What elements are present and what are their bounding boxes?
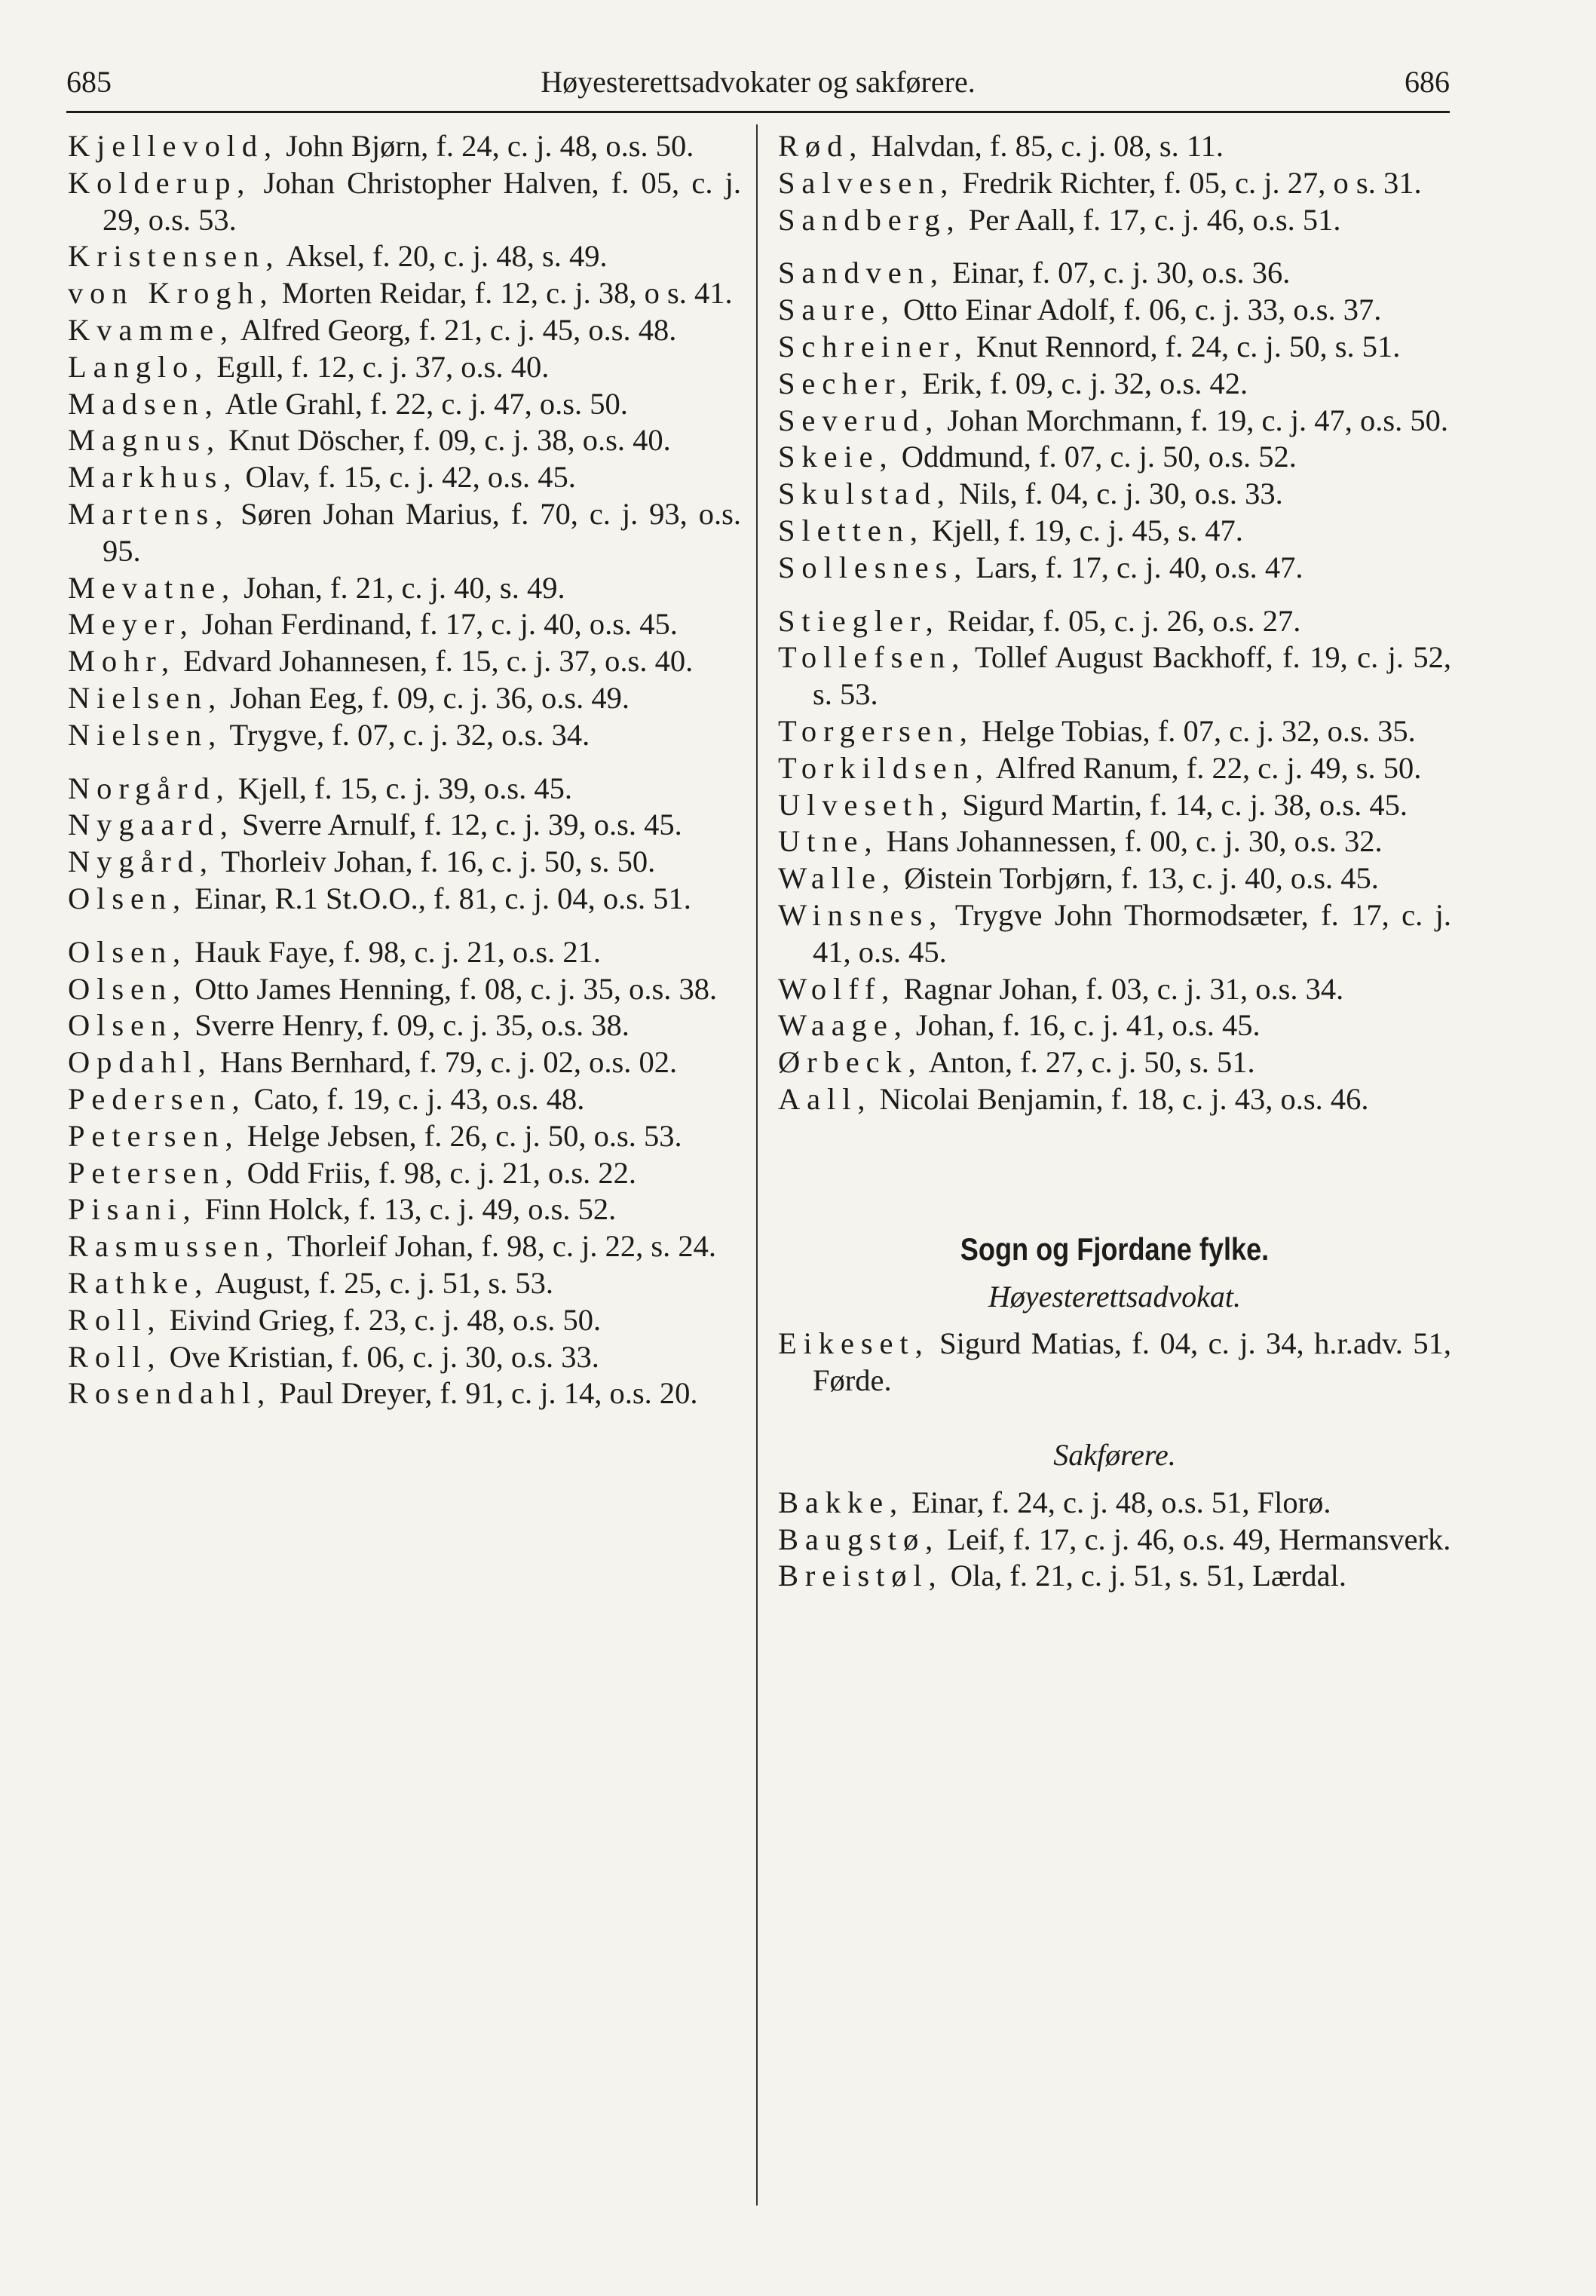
sak-heading: Sakførere.	[1053, 1437, 1176, 1472]
entry-details: Trygve John Thormodsæter, f. 17, c. j. 41, o.s. 45.	[813, 897, 1451, 969]
entry-surname: Waage,	[778, 1008, 908, 1043]
entry-details: Morten Reidar, f. 12, c. j. 38, o s. 41.	[274, 276, 733, 311]
entry-surname: Petersen,	[68, 1155, 240, 1190]
entry-details: Ragnar Johan, f. 03, c. j. 31, o.s. 34.	[896, 971, 1344, 1006]
directory-entry	[778, 366, 1451, 403]
entry-surname: Nygård,	[68, 845, 214, 879]
entry-details: Øistein Torbjørn, f. 13, c. j. 40, o.s. 45.	[896, 861, 1379, 896]
entry-details: Søren Johan Marius, f. 70, c. j. 93, o.s. 95.	[103, 496, 741, 568]
entry-surname: Roll,	[68, 1339, 162, 1374]
directory-entry	[68, 422, 741, 459]
entry-surname: Torgersen,	[778, 713, 974, 748]
directory-entry	[778, 713, 1451, 750]
directory-entry	[68, 971, 741, 1008]
directory-entry	[68, 717, 741, 754]
directory-entry	[68, 275, 741, 312]
page-title: Høyesterettsadvokater og sakførere.	[541, 65, 976, 99]
entry-surname: Meyer,	[68, 607, 195, 642]
entry-surname: Sandven,	[778, 256, 945, 290]
directory-entry	[778, 128, 1451, 165]
entry-details: Johan, f. 21, c. j. 40, s. 49.	[236, 570, 565, 605]
entry-details: Cato, f. 19, c. j. 43, o.s. 48.	[246, 1081, 585, 1116]
entry-details: Hans Johannessen, f. 00, c. j. 30, o.s. 32.	[878, 824, 1383, 859]
entry-surname: Kjellevold,	[68, 129, 279, 163]
entry-details: Helge Tobias, f. 07, c. j. 32, o.s. 35.	[973, 713, 1416, 748]
directory-entry	[778, 329, 1451, 366]
page-header	[66, 64, 1450, 109]
entry-details: Johan Ferdinand, f. 17, c. j. 40, o.s. 45.	[194, 607, 678, 642]
directory-entry	[68, 1044, 741, 1081]
entry-details: Alfred Ranum, f. 22, c. j. 49, s. 50.	[989, 750, 1422, 785]
entry-details: Oddmund, f. 07, c. j. 50, o.s. 52.	[893, 440, 1297, 474]
directory-entry	[68, 1191, 741, 1228]
entry-surname: Norgård,	[68, 771, 231, 805]
entry-details: Odd Friis, f. 98, c. j. 21, o.s. 22.	[239, 1155, 637, 1190]
entry-surname: Sollesnes,	[778, 550, 969, 584]
entry-surname: Madsen,	[68, 386, 219, 421]
entry-surname: Opdahl,	[68, 1045, 213, 1080]
entry-details: Edvard Johannesen, f. 15, c. j. 37, o.s. 40.	[176, 644, 694, 679]
entry-surname: Eikeset,	[778, 1326, 930, 1361]
entry-surname: Nielsen,	[68, 717, 223, 752]
entry-surname: Mohr,	[68, 644, 176, 679]
entry-surname: Wolff,	[778, 971, 896, 1006]
entry-surname: Baugstø,	[778, 1522, 940, 1556]
entry-details: Einar, R.1 St.O.O., f. 81, c. j. 04, o.s. 51.	[187, 881, 691, 915]
entry-surname: Breistøl,	[778, 1559, 943, 1593]
directory-entry	[778, 165, 1451, 202]
entry-surname: Ulveseth,	[778, 787, 955, 822]
directory-entry	[778, 202, 1451, 239]
right-entry-list	[778, 128, 1451, 1118]
entry-details: Per Aall, f. 17, c. j. 46, o.s. 51.	[960, 202, 1341, 237]
entry-surname: Kvamme,	[68, 312, 234, 347]
entry-surname: Ørbeck,	[778, 1045, 923, 1080]
entry-details: Thorleiv Johan, f. 16, c. j. 50, s. 50.	[213, 845, 656, 879]
directory-entry	[68, 1375, 741, 1412]
entry-details: Sverre Arnulf, f. 12, c. j. 39, o.s. 45.	[234, 808, 682, 842]
directory-entry	[68, 238, 741, 275]
entry-details: Ove Kristian, f. 06, c. j. 30, o.s. 33.	[161, 1339, 599, 1374]
entry-surname: Aall,	[778, 1081, 872, 1116]
page-number-right: 686	[1405, 65, 1450, 99]
entry-surname: von Krogh,	[68, 276, 274, 311]
entry-details: Tollef August Backhoff, f. 19, c. j. 52, s. 53.	[813, 640, 1451, 712]
directory-entry	[68, 312, 741, 349]
entry-surname: Magnus,	[68, 423, 221, 458]
directory-entry	[778, 897, 1451, 971]
directory-entry	[68, 1081, 741, 1118]
directory-entry	[68, 807, 741, 844]
entry-details: Sverre Henry, f. 09, c. j. 35, o.s. 38.	[187, 1008, 630, 1043]
entry-details: Reidar, f. 05, c. j. 26, o.s. 27.	[939, 603, 1301, 638]
entry-details: Anton, f. 27, c. j. 50, s. 51.	[922, 1045, 1255, 1080]
left-column	[68, 128, 741, 1412]
directory-entry	[778, 787, 1451, 824]
directory-entry	[68, 1118, 741, 1155]
entry-surname: Rathke,	[68, 1265, 210, 1300]
directory-entry	[68, 881, 741, 918]
entry-surname: Walle,	[778, 861, 897, 896]
entry-details: Johan, f. 16, c. j. 41, o.s. 45.	[908, 1008, 1261, 1043]
directory-entry	[778, 292, 1451, 329]
entry-details: Trygve, f. 07, c. j. 32, o.s. 34.	[222, 717, 590, 752]
directory-entry	[68, 128, 741, 165]
directory-entry	[778, 255, 1451, 292]
hr-entry-list	[778, 1326, 1451, 1399]
entry-surname: Rosendahl,	[68, 1376, 272, 1411]
directory-entry	[68, 844, 741, 881]
header-rule	[66, 111, 1450, 113]
directory-entry	[68, 1302, 741, 1339]
directory-entry	[778, 1485, 1451, 1522]
entry-details: Sigurd Matias, f. 04, c. j. 34, h.r.adv. 51, Førde.	[813, 1326, 1451, 1398]
entry-details: Helge Jebsen, f. 26, c. j. 50, o.s. 53.	[239, 1118, 682, 1153]
directory-entry	[68, 643, 741, 680]
entry-surname: Severud,	[778, 403, 940, 437]
entry-details: Nicolai Benjamin, f. 18, c. j. 43, o.s. 46.	[872, 1081, 1369, 1116]
entry-surname: Salvesen,	[778, 165, 955, 200]
directory-entry	[778, 513, 1451, 550]
entry-details: Kjell, f. 19, c. j. 45, s. 47.	[924, 513, 1243, 547]
entry-details: Aksel, f. 20, c. j. 48, s. 49.	[280, 239, 608, 274]
entry-surname: Petersen,	[68, 1118, 240, 1153]
entry-details: Einar, f. 24, c. j. 48, o.s. 51, Florø.	[904, 1485, 1331, 1519]
entry-details: Otto Einar Adolf, f. 06, c. j. 33, o.s. 37.	[895, 293, 1382, 327]
entry-details: Finn Holck, f. 13, c. j. 49, o.s. 52.	[197, 1192, 617, 1227]
entry-surname: Stiegler,	[778, 603, 940, 638]
directory-entry	[68, 386, 741, 423]
entry-details: Atle Grahl, f. 22, c. j. 47, o.s. 50.	[219, 386, 628, 421]
entry-surname: Mevatne,	[68, 570, 237, 605]
entry-surname: Rød,	[778, 129, 864, 163]
entry-surname: Pedersen,	[68, 1081, 247, 1116]
entry-details: Egıll, f. 12, c. j. 37, o.s. 40.	[209, 349, 550, 384]
entry-surname: Tollefsen,	[778, 640, 966, 675]
entry-details: Ola, f. 21, c. j. 51, s. 51, Lærdal.	[942, 1559, 1346, 1593]
entry-details: August, f. 25, c. j. 51, s. 53.	[209, 1265, 553, 1300]
hr-heading: Høyesterettsadvokat.	[988, 1279, 1242, 1314]
directory-entry	[68, 1228, 741, 1265]
entry-surname: Skulstad,	[778, 477, 951, 511]
directory-entry	[68, 496, 741, 570]
entry-details: Johan Morchmann, f. 19, c. j. 47, o.s. 50.	[939, 403, 1449, 437]
entry-details: Johan Christopher Halven, f. 05, c. j. 29, o.s. 53.	[103, 165, 741, 237]
entry-details: Otto James Henning, f. 08, c. j. 35, o.s. 38.	[187, 971, 718, 1006]
entry-surname: Sandberg,	[778, 202, 961, 237]
entry-surname: Markhus,	[68, 460, 238, 495]
directory-entry	[778, 403, 1451, 440]
entry-details: Olav, f. 15, c. j. 42, o.s. 45.	[237, 460, 576, 495]
directory-entry	[778, 1558, 1451, 1595]
entry-details: Lars, f. 17, c. j. 40, o.s. 47.	[968, 550, 1303, 584]
entry-surname: Pisani,	[68, 1192, 198, 1227]
entry-surname: Bakke,	[778, 1485, 905, 1519]
entry-details: Leif, f. 17, c. j. 46, o.s. 49, Hermansverk.	[939, 1522, 1451, 1556]
directory-entry	[68, 680, 741, 717]
entry-surname: Secher,	[778, 366, 915, 400]
entry-surname: Rasmussen,	[68, 1229, 280, 1264]
entry-details: Alfred Georg, f. 21, c. j. 45, o.s. 48.	[234, 312, 677, 347]
directory-entry	[778, 1522, 1451, 1559]
directory-entry	[68, 1265, 741, 1302]
directory-entry	[68, 1155, 741, 1192]
directory-entry	[68, 606, 741, 643]
directory-entry	[778, 476, 1451, 513]
entry-details: Thorleif Johan, f. 98, c. j. 22, s. 24.	[280, 1229, 717, 1264]
entry-details: Kjell, f. 15, c. j. 39, o.s. 45.	[230, 771, 572, 805]
directory-entry	[68, 349, 741, 386]
entry-surname: Saure,	[778, 293, 896, 327]
directory-entry	[778, 971, 1451, 1008]
entry-surname: Sletten,	[778, 513, 924, 547]
directory-entry	[778, 1044, 1451, 1081]
entry-details: Fredrik Richter, f. 05, c. j. 27, o s. 31.	[954, 165, 1422, 200]
entry-surname: Martens,	[68, 496, 230, 531]
section-spacer	[778, 1118, 1451, 1231]
entry-details: Paul Dreyer, f. 91, c. j. 14, o.s. 20.	[271, 1376, 698, 1411]
section-title: Sogn og Fjordane fylke.	[960, 1231, 1270, 1267]
page-number-left: 685	[66, 65, 112, 99]
entry-surname: Schreiner,	[778, 329, 969, 363]
directory-entry	[68, 1007, 741, 1044]
directory-entry	[778, 823, 1451, 860]
entry-surname: Olsen,	[68, 1008, 188, 1043]
right-column	[778, 128, 1451, 1595]
entry-surname: Roll,	[68, 1302, 162, 1337]
entry-surname: Olsen,	[68, 881, 188, 915]
entry-surname: Winsnes,	[778, 897, 944, 932]
directory-entry	[68, 165, 741, 239]
directory-entry	[68, 934, 741, 971]
entry-details: Hans Bernhard, f. 79, c. j. 02, o.s. 02.	[212, 1045, 678, 1080]
directory-entry	[778, 1326, 1451, 1399]
entry-surname: Olsen,	[68, 934, 188, 969]
column-divider	[756, 124, 758, 2206]
directory-entry	[68, 459, 741, 496]
entry-details: John Bjørn, f. 24, c. j. 48, o.s. 50.	[278, 129, 694, 163]
entry-details: Eivind Grieg, f. 23, c. j. 48, o.s. 50.	[161, 1302, 602, 1337]
entry-surname: Kristensen,	[68, 239, 280, 274]
entry-surname: Skeie,	[778, 440, 894, 474]
directory-entry	[778, 1081, 1451, 1118]
directory-entry	[778, 550, 1451, 587]
entry-details: Einar, f. 07, c. j. 30, o.s. 36.	[944, 256, 1291, 290]
entry-surname: Nielsen,	[68, 680, 223, 715]
directory-entry	[68, 1339, 741, 1376]
entry-surname: Nygaard,	[68, 808, 234, 842]
entry-details: Knut Rennord, f. 24, c. j. 50, s. 51.	[968, 329, 1401, 363]
directory-entry	[778, 639, 1451, 713]
directory-entry	[778, 603, 1451, 640]
entry-details: Nils, f. 04, c. j. 30, o.s. 33.	[951, 477, 1283, 511]
directory-entry	[778, 750, 1451, 787]
directory-entry	[778, 1007, 1451, 1044]
directory-entry	[778, 860, 1451, 897]
directory-entry	[68, 771, 741, 808]
entry-surname: Torkildsen,	[778, 750, 990, 785]
sak-entry-list	[778, 1485, 1451, 1595]
entry-surname: Kolderup,	[68, 165, 252, 200]
entry-details: Erik, f. 09, c. j. 32, o.s. 42.	[914, 366, 1248, 400]
entry-details: Halvdan, f. 85, c. j. 08, s. 11.	[863, 129, 1224, 163]
entry-details: Johan Eeg, f. 09, c. j. 36, o.s. 49.	[222, 680, 630, 715]
directory-entry	[778, 439, 1451, 476]
entry-details: Hauk Faye, f. 98, c. j. 21, o.s. 21.	[187, 934, 602, 969]
directory-entry	[68, 570, 741, 607]
entry-surname: Utne,	[778, 824, 879, 859]
entry-surname: Langlo,	[68, 349, 210, 384]
entry-details: Sigurd Martin, f. 14, c. j. 38, o.s. 45.	[954, 787, 1408, 822]
entry-details: Knut Döscher, f. 09, c. j. 38, o.s. 40.	[221, 423, 671, 458]
entry-surname: Olsen,	[68, 971, 188, 1006]
